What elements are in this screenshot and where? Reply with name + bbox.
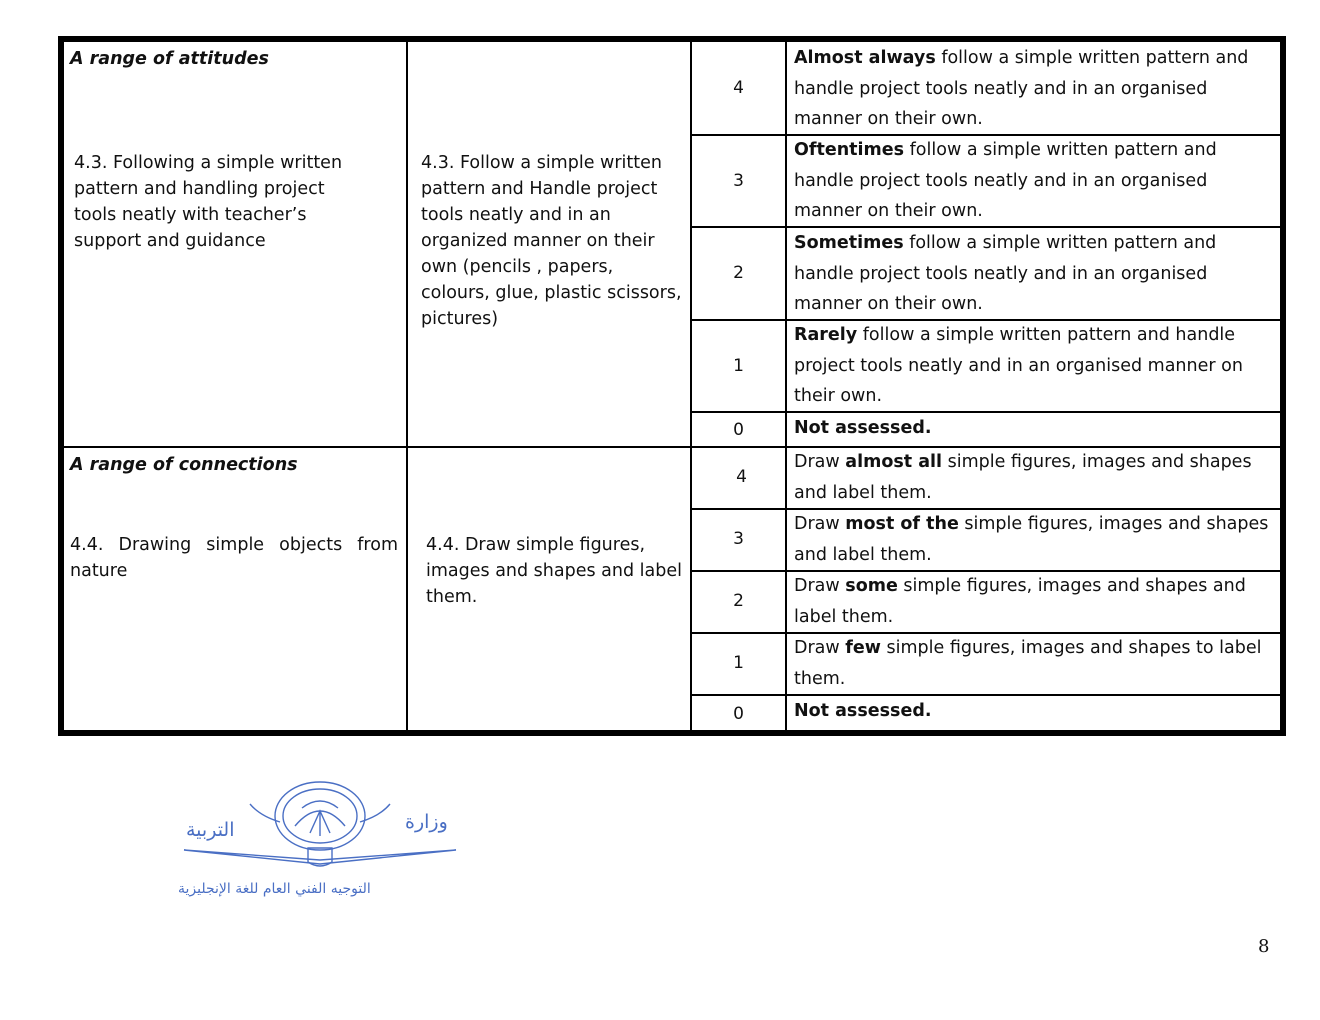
rubric-table-body [64,42,1280,730]
level-text: follow a simple written pattern and handle project tools neatly and in an organised manner on their own. [794,233,1217,314]
level-keyword: some [845,576,898,596]
objective-4-3: 4.3. Following a simple written pattern and handling project tools neatly with teacher’s support and guidance [74,153,343,251]
section-heading-attitudes: A range of attitudes [70,49,269,69]
score-value: 4 [733,78,744,98]
outcome-4-4: 4.4. Draw simple figures, images and shapes and label them. [426,535,682,607]
level-keyword: Oftentimes [794,140,905,160]
column-divider [785,42,787,730]
column-divider [406,42,408,730]
logo-text-right: وزارة [405,811,448,833]
level-keyword: Not assessed. [794,701,932,721]
level-description [794,43,1274,135]
score-value: 4 [736,467,747,487]
outcome-4-3: 4.3. Follow a simple written pattern and Handle project tools neatly and in an organized manner on their own (pencils , papers, colours, glue, plastic scissors, pictures) [421,153,682,329]
level-text: Draw [794,452,846,472]
level-text: follow a simple written pattern and handle project tools neatly and in an organised manner on their own. [794,325,1243,406]
level-keyword: almost all [845,452,943,472]
level-text: simple figures, images and shapes and label them. [794,576,1246,627]
level-keyword: Almost always [794,48,936,68]
rubric-table [58,36,1286,736]
column-divider [690,42,692,730]
level-description [794,571,1274,632]
level-keyword: Rarely [794,325,858,345]
score-value: 3 [733,529,744,549]
level-text: simple figures, images and shapes and label them. [794,452,1252,503]
score-value: 0 [733,704,744,724]
level-keyword: Sometimes [794,233,904,253]
level-text: Draw [794,514,846,534]
level-description [794,228,1274,320]
score-value: 1 [733,653,744,673]
score-value: 3 [733,171,744,191]
score-value: 1 [733,356,744,376]
score-value: 2 [733,591,744,611]
level-keyword: few [845,638,881,658]
level-description [794,696,1274,727]
ministry-emblem-icon [170,778,480,903]
objective-4-4: 4.4. Drawing simple objects from nature [70,535,398,581]
level-text: follow a simple written pattern and handle project tools neatly and in an organised manner on their own. [794,140,1217,221]
level-description [794,413,1274,444]
level-description [794,509,1274,570]
score-value: 0 [733,420,744,440]
ministry-logo [170,778,480,903]
page-number: 8 [1258,936,1270,957]
score-value: 2 [733,263,744,283]
level-text: Draw [794,576,846,596]
level-description [794,135,1274,227]
level-keyword: most of the [845,514,959,534]
level-description [794,320,1274,412]
level-description [794,633,1274,694]
logo-caption: التوجيه الفني العام للغة الإنجليزية [178,881,371,897]
level-description [794,447,1274,508]
level-text: simple figures, images and shapes to label them. [794,638,1262,689]
section-heading-connections: A range of connections [70,455,298,475]
level-text: simple figures, images and shapes and label them. [794,514,1269,565]
level-text: Draw [794,638,846,658]
logo-text-left: التربية [186,819,235,841]
level-text: follow a simple written pattern and handle project tools neatly and in an organised manner on their own. [794,48,1249,129]
level-keyword: Not assessed. [794,418,932,438]
